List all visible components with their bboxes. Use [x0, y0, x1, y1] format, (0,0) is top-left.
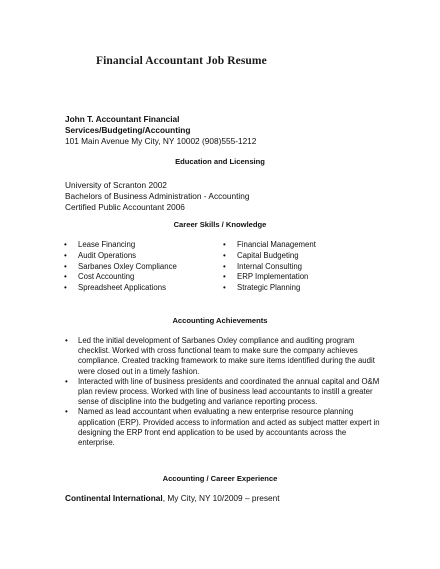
achievement-item: • Named as lead accountant when evaluating a new enterprise resource planning application (ERP). Provided access to information and acted as subject matter expert in designing the ERP front end application to be used by accountants across the enterprise.	[65, 407, 385, 448]
skill-item: • Lease Financing	[64, 240, 177, 251]
skill-item: • Financial Management	[223, 240, 316, 251]
education-line: Bachelors of Business Administration - Accounting	[65, 190, 250, 201]
skills-list-right	[223, 240, 316, 294]
experience-entry	[65, 493, 280, 503]
education-block	[65, 180, 249, 212]
achievement-item: • Interacted with line of business presidents and coordinated the annual capital and O&M plan review process. Worked with line of business lead accountants to instill a greater sense of discipline into the budgeting and variance reporting process.	[65, 377, 385, 408]
contact-name-line-2: Services/Budgeting/Accounting	[65, 125, 191, 135]
achievements-list	[65, 336, 385, 448]
skill-item: • Spreadsheet Applications	[64, 283, 177, 294]
contact-name-line-1: John T. Accountant Financial	[65, 114, 180, 124]
contact-block	[65, 114, 256, 147]
skill-item: • Sarbanes Oxley Compliance	[64, 262, 177, 273]
skill-item: • Cost Accounting	[64, 272, 177, 283]
achievement-item: • Led the initial development of Sarbanes Oxley compliance and auditing program checklist. Worked with cross functional team to make sure the company achieves compliance. Created tracking framework to make sure items identified during the audit were closed out in a timely fashion.	[65, 336, 385, 377]
skill-item: • Strategic Planning	[223, 283, 316, 294]
skill-item: • Audit Operations	[64, 251, 177, 262]
education-line: Certified Public Accountant 2006	[65, 201, 185, 212]
achievements-heading: Accounting Achievements	[172, 316, 268, 325]
employer-name: Continental International	[65, 493, 163, 503]
employer-details: , My City, NY 10/2009 – present	[162, 493, 280, 503]
skill-item: • Capital Budgeting	[223, 251, 316, 262]
skill-item: • Internal Consulting	[223, 262, 316, 273]
education-heading: Education and Licensing	[175, 157, 265, 166]
skills-list-left	[64, 240, 177, 294]
education-line: University of Scranton 2002	[65, 180, 167, 190]
experience-heading: Accounting / Career Experience	[162, 474, 278, 483]
contact-address: 101 Main Avenue My City, NY 10002 (908)555-1212	[65, 136, 257, 146]
document-title: Financial Accountant Job Resume	[96, 55, 267, 67]
skills-heading: Career Skills / Knowledge	[173, 220, 267, 229]
skill-item: • ERP Implementation	[223, 272, 316, 283]
